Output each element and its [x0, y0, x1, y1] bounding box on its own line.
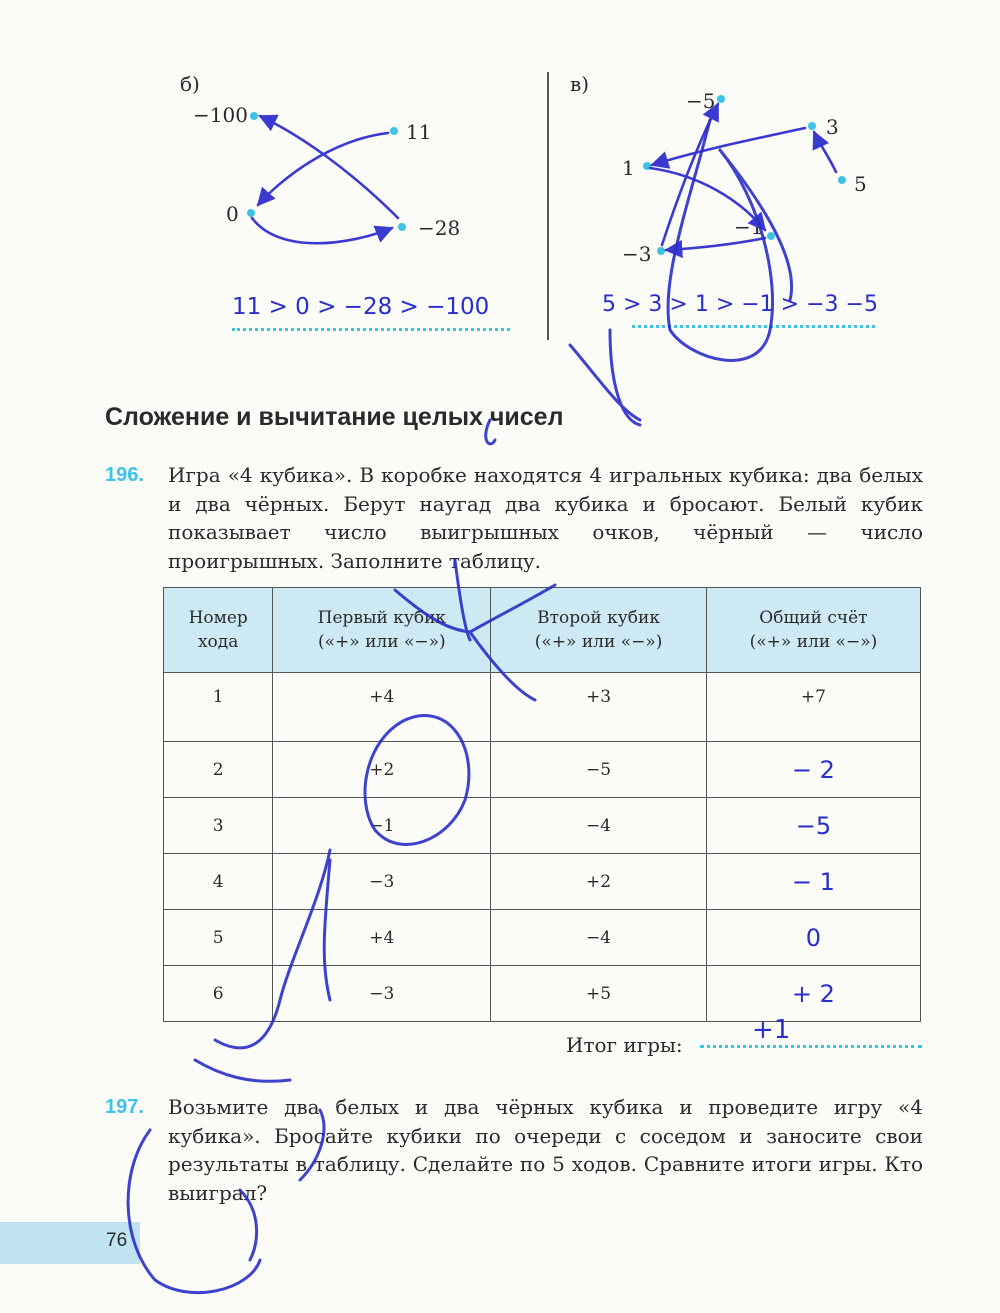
point-1 — [643, 162, 651, 170]
cell-total-handwritten: −5 — [706, 798, 920, 854]
arrow-0-to-minus-28 — [252, 218, 392, 243]
cell-move-number: 2 — [164, 742, 273, 798]
divider — [547, 72, 549, 340]
cell-second-die: −5 — [491, 742, 707, 798]
task-196-number: 196. — [105, 464, 144, 486]
point-3 — [808, 122, 816, 130]
result-value: +1 — [752, 1015, 791, 1045]
cell-total-handwritten: 0 — [706, 910, 920, 966]
pen-scribble — [610, 330, 640, 425]
result-line — [700, 1045, 922, 1048]
cell-move-number: 4 — [164, 854, 273, 910]
header-second-die: Второй кубик («+» или «−») — [491, 588, 707, 673]
cell-total-handwritten: − 1 — [706, 854, 920, 910]
point-minus-3 — [657, 247, 665, 255]
point-label-0: 0 — [226, 202, 239, 226]
part-v-label: в) — [570, 72, 590, 96]
point-minus-5 — [717, 95, 725, 103]
pen-scribble — [570, 345, 640, 420]
table-header-row — [164, 588, 921, 673]
point-minus-28 — [398, 223, 406, 231]
cell-total-handwritten: − 2 — [706, 742, 920, 798]
arrow-3-to-1 — [652, 128, 805, 165]
part-b-label: б) — [180, 72, 200, 96]
task-196-text: Игра «4 кубика». В коробке находятся 4 игральных кубика: два белых и два чёрных. Берут наугад два кубика и бросают. Белый кубик показывает число выигрышных очков, чёрный — число проигрышных. Заполните таблицу. — [168, 463, 923, 573]
point-label-minus-28: −28 — [418, 216, 461, 240]
cell-second-die: −4 — [491, 910, 707, 966]
table-row — [164, 910, 921, 966]
cell-first-die: −1 — [273, 798, 491, 854]
cell-first-die: −3 — [273, 854, 491, 910]
arrow-minus-1-to-minus-3 — [666, 238, 765, 250]
point-label-11: 11 — [406, 120, 432, 144]
task-197-number: 197. — [105, 1096, 144, 1118]
cell-total: +7 — [706, 673, 920, 742]
table-row — [164, 798, 921, 854]
cell-move-number: 3 — [164, 798, 273, 854]
cell-second-die: −4 — [491, 798, 707, 854]
section-title: Сложение и вычитание целых чисел — [105, 403, 564, 431]
cell-move-number: 5 — [164, 910, 273, 966]
point-label-minus-3: −3 — [622, 242, 652, 266]
part-v-answer: 5 > 3 > 1 > −1 > −3 −5 — [602, 292, 878, 317]
table-row — [164, 854, 921, 910]
point-label-1: 1 — [622, 156, 635, 180]
cell-move-number: 1 — [164, 673, 273, 742]
task-197-text: Возьмите два белых и два чёрных кубика и проведите игру «4 кубика». Бросайте кубики по очереди с соседом и заносите свои результаты в таблицу. Сделайте по 5 ходов. Сравните итоги игры. Кто выиграл? — [168, 1095, 923, 1205]
cell-move-number: 6 — [164, 966, 273, 1022]
result-label: Итог игры: — [566, 1033, 683, 1057]
point-label-minus-5: −5 — [686, 89, 716, 113]
cell-first-die: +4 — [273, 910, 491, 966]
pen-scribble — [195, 1060, 290, 1081]
point-label-5: 5 — [854, 172, 867, 196]
point-11 — [390, 127, 398, 135]
cell-total-handwritten: + 2 — [706, 966, 920, 1022]
game-table — [163, 587, 921, 1022]
table-row — [164, 966, 921, 1022]
part-b-answer-line — [232, 328, 510, 331]
part-v-answer-line — [632, 325, 875, 328]
cell-first-die: −3 — [273, 966, 491, 1022]
page-number: 76 — [106, 1230, 128, 1251]
arrow-minus-3-to-minus-5 — [662, 104, 718, 245]
table-row — [164, 742, 921, 798]
arrow-11-to-0 — [258, 133, 388, 205]
cell-first-die: +2 — [273, 742, 491, 798]
point-label-minus-100: −100 — [193, 103, 248, 127]
point-0 — [247, 209, 255, 217]
point-label-3: 3 — [826, 115, 839, 139]
arrow-minus-28-to-minus-100 — [260, 116, 398, 218]
header-move-number: Номер хода — [164, 588, 273, 673]
cell-second-die: +3 — [491, 673, 707, 742]
header-first-die: Первый кубик («+» или «−») — [273, 588, 491, 673]
part-b-answer: 11 > 0 > −28 > −100 — [232, 294, 490, 320]
point-label-minus-1: −1 — [734, 215, 764, 239]
point-minus-100 — [250, 112, 258, 120]
point-minus-1 — [767, 232, 775, 240]
table-row — [164, 673, 921, 742]
cell-first-die: +4 — [273, 673, 491, 742]
header-total-score: Общий счёт («+» или «−») — [706, 588, 920, 673]
cell-second-die: +5 — [491, 966, 707, 1022]
cell-second-die: +2 — [491, 854, 707, 910]
point-5 — [838, 176, 846, 184]
